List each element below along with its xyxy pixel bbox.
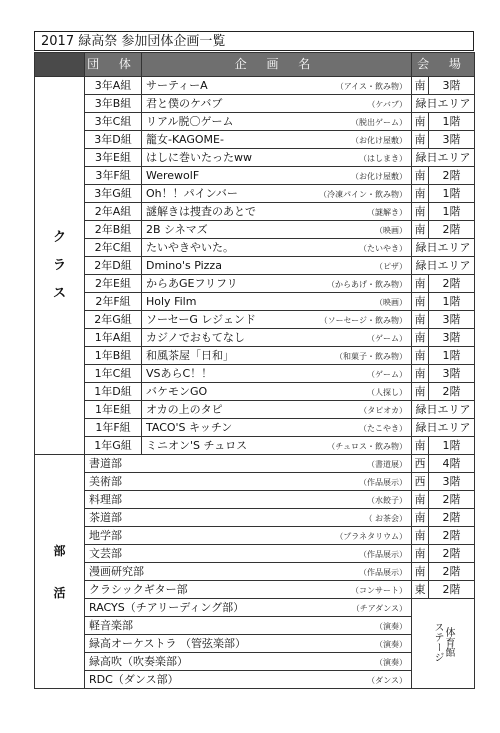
team-name: 2年B組 bbox=[85, 221, 142, 239]
table-row bbox=[35, 635, 475, 653]
team-name: 3年B組 bbox=[85, 95, 142, 113]
club-title: 漫画研究部 bbox=[89, 565, 144, 578]
club-title: 文芸部 bbox=[89, 547, 122, 560]
club-title: 美術部 bbox=[89, 475, 122, 488]
project-name bbox=[142, 401, 412, 419]
venue-building: 南 bbox=[412, 329, 429, 347]
venue-floor: 2階 bbox=[429, 491, 475, 509]
club-name bbox=[85, 455, 412, 473]
stage-label-line: 体育館 bbox=[443, 627, 454, 657]
venue-building: 南 bbox=[412, 509, 429, 527]
project-category: （お化け屋敷） bbox=[351, 172, 407, 181]
table-row bbox=[35, 113, 475, 131]
team-name: 1年E組 bbox=[85, 401, 142, 419]
venue-floor: 4階 bbox=[429, 455, 475, 473]
project-title: 君と僕のケバブ bbox=[146, 97, 223, 110]
venue-floor: 1階 bbox=[429, 203, 475, 221]
table-row bbox=[35, 491, 475, 509]
venue-floor: 1階 bbox=[429, 113, 475, 131]
project-category: （アイス・飲み物） bbox=[335, 82, 407, 91]
venue-building: 南 bbox=[412, 131, 429, 149]
table-row bbox=[35, 311, 475, 329]
table-row bbox=[35, 329, 475, 347]
project-category: （プラネタリウム） bbox=[335, 532, 407, 541]
venue-stage bbox=[412, 599, 475, 689]
venue-floor: 2階 bbox=[429, 509, 475, 527]
table-row bbox=[35, 239, 475, 257]
project-title: Dmino's Pizza bbox=[146, 259, 222, 272]
group-label-club bbox=[35, 455, 85, 689]
project-name bbox=[142, 149, 412, 167]
team-name: 2年G組 bbox=[85, 311, 142, 329]
project-title: 謎解きは捜査のあとで bbox=[146, 205, 256, 218]
project-category: （はしまき） bbox=[359, 154, 407, 163]
venue-floor: 2階 bbox=[429, 545, 475, 563]
venue-header: 会 場 bbox=[412, 53, 475, 77]
venue-floor: 3階 bbox=[429, 311, 475, 329]
project-title: リアル脱〇ゲーム bbox=[146, 115, 234, 128]
club-name bbox=[85, 491, 412, 509]
project-name bbox=[142, 275, 412, 293]
venue-building: 東 bbox=[412, 581, 429, 599]
schedule-sheet bbox=[34, 31, 474, 707]
team-name: 2年E組 bbox=[85, 275, 142, 293]
team-name: 3年F組 bbox=[85, 167, 142, 185]
venue-building: 南 bbox=[412, 563, 429, 581]
venue-building: 南 bbox=[412, 293, 429, 311]
venue-building: 西 bbox=[412, 455, 429, 473]
club-name bbox=[85, 671, 412, 689]
venue-building: 南 bbox=[412, 365, 429, 383]
team-name: 1年F組 bbox=[85, 419, 142, 437]
table-row bbox=[35, 455, 475, 473]
project-category: （コンサート） bbox=[351, 586, 407, 595]
project-category: （たいやき） bbox=[359, 244, 407, 253]
project-category: （演奏） bbox=[375, 658, 407, 667]
team-name: 2年C組 bbox=[85, 239, 142, 257]
table-row bbox=[35, 617, 475, 635]
venue-floor: 3階 bbox=[429, 77, 475, 95]
table-row bbox=[35, 365, 475, 383]
project-category: （ピザ） bbox=[375, 262, 407, 271]
table-row bbox=[35, 509, 475, 527]
venue-building: 南 bbox=[412, 491, 429, 509]
project-name bbox=[142, 239, 412, 257]
club-title: 書道部 bbox=[89, 457, 122, 470]
project-category: （チュロス・飲み物） bbox=[327, 442, 407, 451]
venue-building: 南 bbox=[412, 275, 429, 293]
venue-floor: 3階 bbox=[429, 329, 475, 347]
group-char: 活 bbox=[53, 585, 66, 600]
project-category: （映画） bbox=[375, 298, 407, 307]
venue-building: 南 bbox=[412, 383, 429, 401]
venue-floor: 2階 bbox=[429, 383, 475, 401]
venue-area: 緑日エリア bbox=[412, 257, 475, 275]
project-category: （演奏） bbox=[375, 640, 407, 649]
club-title: 地学部 bbox=[89, 529, 122, 542]
team-name: 3年E組 bbox=[85, 149, 142, 167]
table-body bbox=[35, 77, 475, 689]
project-name bbox=[142, 131, 412, 149]
project-category: （お化け屋敷） bbox=[351, 136, 407, 145]
project-name bbox=[142, 383, 412, 401]
page-title: 2017 緑高祭 参加団体企画一覧 bbox=[34, 31, 474, 51]
project-name bbox=[142, 329, 412, 347]
table-row bbox=[35, 437, 475, 455]
venue-floor: 2階 bbox=[429, 527, 475, 545]
project-category: （冷凍パイン・飲み物） bbox=[319, 190, 407, 199]
venue-floor: 1階 bbox=[429, 437, 475, 455]
club-title: クラシックギター部 bbox=[89, 583, 188, 596]
club-name bbox=[85, 563, 412, 581]
team-name: 1年B組 bbox=[85, 347, 142, 365]
table-row bbox=[35, 293, 475, 311]
project-category: （脱出ゲーム） bbox=[351, 118, 407, 127]
club-title: RACYS（チアリーディング部） bbox=[89, 601, 245, 614]
project-title: WerewolF bbox=[146, 169, 200, 182]
team-name: 3年C組 bbox=[85, 113, 142, 131]
team-name: 2年F組 bbox=[85, 293, 142, 311]
table-row bbox=[35, 563, 475, 581]
table-row bbox=[35, 527, 475, 545]
venue-floor: 2階 bbox=[429, 581, 475, 599]
table-row bbox=[35, 383, 475, 401]
table-row bbox=[35, 653, 475, 671]
project-name bbox=[142, 347, 412, 365]
project-title: ソーセーG レジェンド bbox=[146, 313, 256, 326]
club-title: RDC（ダンス部） bbox=[89, 673, 179, 686]
venue-building: 南 bbox=[412, 311, 429, 329]
club-name bbox=[85, 545, 412, 563]
table-row bbox=[35, 221, 475, 239]
project-category: （からあげ・飲み物） bbox=[327, 280, 407, 289]
venue-floor: 2階 bbox=[429, 275, 475, 293]
table-row bbox=[35, 257, 475, 275]
venue-building: 南 bbox=[412, 203, 429, 221]
venue-building: 南 bbox=[412, 437, 429, 455]
group-label-class bbox=[35, 77, 85, 455]
club-title: 緑高オーケストラ （管弦楽部） bbox=[89, 637, 247, 650]
project-name bbox=[142, 293, 412, 311]
table-row bbox=[35, 149, 475, 167]
project-name bbox=[142, 95, 412, 113]
project-title: たいやきやいた。 bbox=[146, 241, 234, 254]
table-row bbox=[35, 581, 475, 599]
table-row bbox=[35, 347, 475, 365]
club-title: 料理部 bbox=[89, 493, 122, 506]
venue-building: 南 bbox=[412, 167, 429, 185]
project-category: （水餃子） bbox=[367, 496, 407, 505]
table-row bbox=[35, 671, 475, 689]
project-name bbox=[142, 167, 412, 185]
program-table bbox=[34, 52, 475, 689]
project-title: Oh！！パインバー bbox=[146, 187, 238, 200]
project-name bbox=[142, 437, 412, 455]
venue-building: 南 bbox=[412, 347, 429, 365]
team-name: 3年D組 bbox=[85, 131, 142, 149]
table-row bbox=[35, 599, 475, 617]
project-category: （人探し） bbox=[367, 388, 407, 397]
table-row bbox=[35, 131, 475, 149]
project-name bbox=[142, 185, 412, 203]
stage-label bbox=[432, 606, 454, 678]
project-category: （ お茶会） bbox=[364, 514, 407, 523]
group-char: ス bbox=[52, 285, 66, 301]
venue-building: 南 bbox=[412, 221, 429, 239]
table-row bbox=[35, 401, 475, 419]
project-category: （ソーセージ・飲み物） bbox=[319, 316, 407, 325]
team-header: 団 体 bbox=[85, 53, 142, 77]
project-title: カジノでおもてなし bbox=[146, 331, 245, 344]
venue-building: 南 bbox=[412, 113, 429, 131]
club-title: 緑高吹（吹奏楽部） bbox=[89, 655, 188, 668]
project-category: （作品展示） bbox=[359, 478, 407, 487]
table-row bbox=[35, 167, 475, 185]
project-name bbox=[142, 113, 412, 131]
venue-floor: 1階 bbox=[429, 185, 475, 203]
team-name: 1年D組 bbox=[85, 383, 142, 401]
venue-floor: 1階 bbox=[429, 293, 475, 311]
table-row bbox=[35, 203, 475, 221]
table-row bbox=[35, 473, 475, 491]
table-row bbox=[35, 545, 475, 563]
stage-label-line: ステージ bbox=[432, 622, 443, 662]
team-name: 1年C組 bbox=[85, 365, 142, 383]
team-name: 1年G組 bbox=[85, 437, 142, 455]
team-name: 3年G組 bbox=[85, 185, 142, 203]
venue-building: 南 bbox=[412, 185, 429, 203]
project-category: （映画） bbox=[375, 226, 407, 235]
project-category: （和菓子・飲み物） bbox=[335, 352, 407, 361]
table-row bbox=[35, 95, 475, 113]
project-title: 2B シネマズ bbox=[146, 223, 208, 236]
club-name bbox=[85, 635, 412, 653]
project-header: 企 画 名 bbox=[142, 53, 412, 77]
project-name bbox=[142, 203, 412, 221]
venue-floor: 3階 bbox=[429, 131, 475, 149]
venue-building: 南 bbox=[412, 545, 429, 563]
venue-area: 緑日エリア bbox=[412, 95, 475, 113]
project-category: （たこやき） bbox=[359, 424, 407, 433]
venue-building: 南 bbox=[412, 77, 429, 95]
club-name bbox=[85, 527, 412, 545]
venue-floor: 3階 bbox=[429, 365, 475, 383]
venue-building: 西 bbox=[412, 473, 429, 491]
venue-area: 緑日エリア bbox=[412, 149, 475, 167]
club-title: 軽音楽部 bbox=[89, 619, 133, 632]
project-name bbox=[142, 365, 412, 383]
project-category: （ゲーム） bbox=[367, 334, 407, 343]
project-title: からあGEフリフリ bbox=[146, 277, 238, 290]
project-name bbox=[142, 257, 412, 275]
table-row bbox=[35, 275, 475, 293]
club-name bbox=[85, 653, 412, 671]
venue-floor: 3階 bbox=[429, 473, 475, 491]
venue-floor: 2階 bbox=[429, 167, 475, 185]
club-name bbox=[85, 473, 412, 491]
table-row bbox=[35, 185, 475, 203]
project-name bbox=[142, 221, 412, 239]
club-name bbox=[85, 599, 412, 617]
club-name bbox=[85, 581, 412, 599]
club-title: 茶道部 bbox=[89, 511, 122, 524]
project-title: ミニオン'S チュロス bbox=[146, 439, 248, 452]
project-title: 和風茶屋「日和」 bbox=[146, 349, 234, 362]
venue-area: 緑日エリア bbox=[412, 419, 475, 437]
venue-floor: 2階 bbox=[429, 563, 475, 581]
team-name: 2年D組 bbox=[85, 257, 142, 275]
table-row bbox=[35, 419, 475, 437]
project-category: （作品展示） bbox=[359, 568, 407, 577]
project-title: サーティーA bbox=[146, 79, 208, 92]
venue-area: 緑日エリア bbox=[412, 239, 475, 257]
table-row bbox=[35, 77, 475, 95]
project-name bbox=[142, 77, 412, 95]
project-title: VSあらC！！ bbox=[146, 367, 213, 380]
team-name: 1年A組 bbox=[85, 329, 142, 347]
project-category: （ケバブ） bbox=[367, 100, 407, 109]
venue-floor: 2階 bbox=[429, 221, 475, 239]
project-category: （書道展） bbox=[367, 460, 407, 469]
project-category: （演奏） bbox=[375, 622, 407, 631]
project-category: （ゲーム） bbox=[367, 370, 407, 379]
project-name bbox=[142, 419, 412, 437]
club-name bbox=[85, 509, 412, 527]
project-title: はしに巻いたったww bbox=[146, 151, 252, 164]
group-header bbox=[35, 53, 85, 77]
project-title: 籠女-KAGOME- bbox=[146, 133, 224, 146]
project-title: バケモンGO bbox=[146, 385, 208, 398]
team-name: 2年A組 bbox=[85, 203, 142, 221]
project-category: （チアダンス） bbox=[351, 604, 407, 613]
project-title: Holy Film bbox=[146, 295, 197, 308]
group-char: 部 bbox=[53, 543, 66, 558]
club-name bbox=[85, 617, 412, 635]
project-category: （謎解き） bbox=[367, 208, 407, 217]
group-char: ラ bbox=[52, 257, 66, 273]
group-char: ク bbox=[52, 229, 66, 245]
project-title: オカの上のタピ bbox=[146, 403, 223, 416]
project-name bbox=[142, 311, 412, 329]
project-category: （タピオカ） bbox=[359, 406, 407, 415]
project-title: TACO'S キッチン bbox=[146, 421, 233, 434]
venue-floor: 1階 bbox=[429, 347, 475, 365]
venue-building: 南 bbox=[412, 527, 429, 545]
table-header-row bbox=[35, 53, 475, 77]
venue-area: 緑日エリア bbox=[412, 401, 475, 419]
project-category: （ダンス） bbox=[367, 676, 407, 685]
project-category: （作品展示） bbox=[359, 550, 407, 559]
team-name: 3年A組 bbox=[85, 77, 142, 95]
